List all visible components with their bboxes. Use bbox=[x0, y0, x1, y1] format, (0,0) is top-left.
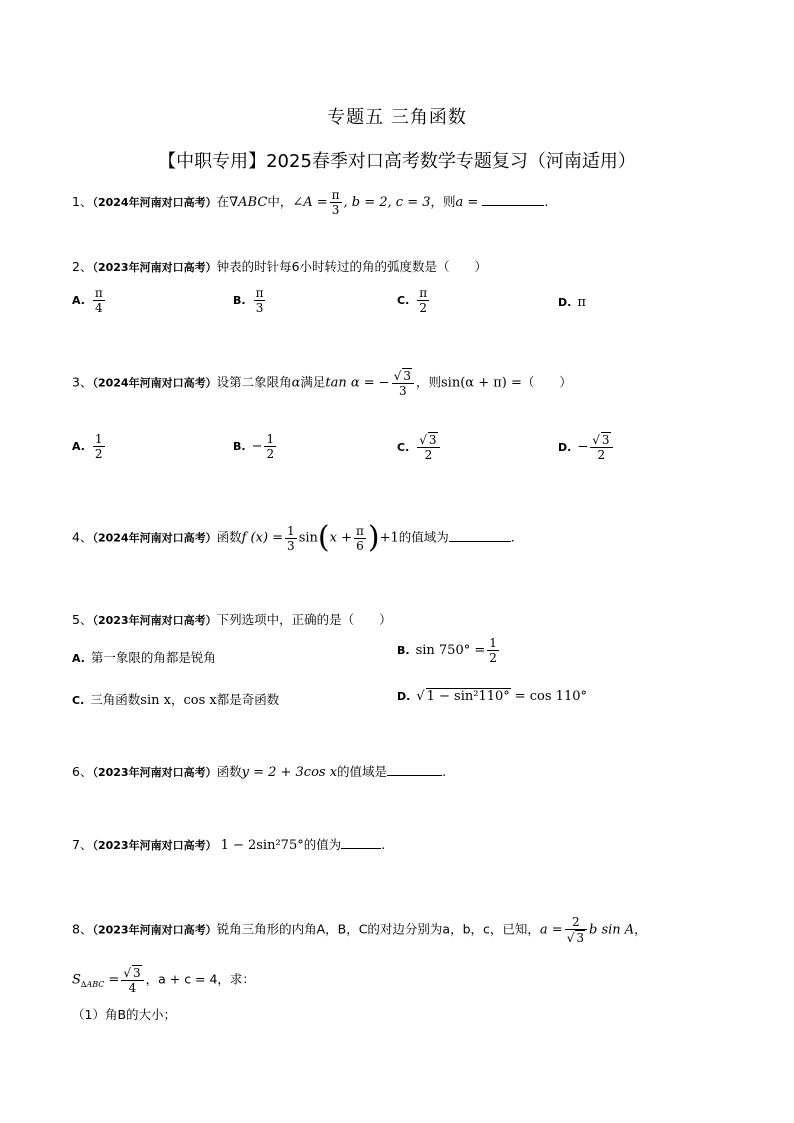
q1-fraction: $\frac{\pi}{3}$ bbox=[331, 188, 340, 217]
q2-option-d-value: π bbox=[577, 295, 586, 310]
q5-option-d-post: = cos 110° bbox=[514, 689, 587, 704]
q2-option-d[interactable] bbox=[558, 294, 586, 310]
q7-source: （2023年河南对口高考） bbox=[92, 839, 217, 852]
q8-area-subscript: ∆ABC bbox=[80, 980, 105, 989]
q5-option-a-text: 第一象限的角都是锐角 bbox=[90, 650, 216, 665]
q1-answer-blank[interactable] bbox=[482, 193, 544, 206]
q4-x: x + bbox=[329, 530, 352, 546]
q6-text-post: 的值域是 bbox=[337, 764, 388, 779]
q1-then: ，则 bbox=[430, 194, 456, 209]
q3-option-b[interactable]: B. − $\frac{1}{2}$ bbox=[233, 432, 275, 461]
q5-option-a-label: A. bbox=[72, 652, 85, 665]
q4-function: f (x) = bbox=[241, 530, 284, 546]
question-2 bbox=[72, 258, 487, 277]
q8-text: 锐角三角形的内角A，B，C的对边分别为a，b，c，已知， bbox=[216, 921, 540, 937]
question-7 bbox=[72, 836, 385, 855]
q1-text-mid: 中， bbox=[267, 194, 293, 209]
q3-option-a[interactable]: A. $\frac{1}{2}$ bbox=[72, 432, 103, 461]
q3-sin: sin(α + π) = bbox=[441, 375, 522, 391]
q3-text-pre: 设第二象限角 bbox=[216, 374, 292, 390]
question-8: 8、（2023年河南对口高考）锐角三角形的内角A，B，C的对边分别为a，b，c，已知，a = $\frac{2}{√ 3}$ b sin A， bbox=[72, 915, 647, 945]
q8-number: 8、 bbox=[72, 921, 93, 937]
triangle-symbol: ∇ bbox=[229, 195, 239, 210]
q2-option-d-label: D. bbox=[558, 296, 572, 309]
page-subtitle: 【中职专用】2025春季对口高考数学专题复习（河南适用） bbox=[158, 151, 636, 172]
q3-source: （2024年河南对口高考） bbox=[92, 376, 217, 390]
question-3 bbox=[72, 368, 572, 398]
q3-text-mid: 满足 bbox=[300, 374, 326, 390]
q2-source: （2023年河南对口高考） bbox=[92, 261, 217, 274]
q2-option-c[interactable]: C. $\frac{\pi}{2}$ bbox=[397, 286, 428, 315]
q5-option-b-expr: sin 750° = bbox=[415, 643, 486, 658]
q2-option-c-label: C. bbox=[397, 294, 410, 307]
q8-line-2: $S_{\Delta ABC}$ = $\frac{√ 3}{4}$ ，a + c = 4，求： bbox=[72, 966, 255, 995]
q3-option-d-label: D. bbox=[558, 440, 572, 454]
q1-angle: ∠A = bbox=[292, 195, 328, 210]
q6-text-pre: 函数 bbox=[216, 764, 242, 779]
q2-option-b[interactable]: B. $\frac{\pi}{3}$ bbox=[233, 286, 264, 315]
q2-option-a[interactable]: A. $\frac{\pi}{4}$ bbox=[72, 286, 103, 315]
q3-option-c-label: C. bbox=[397, 440, 410, 454]
q4-end: . bbox=[510, 529, 515, 545]
q4-sin: sin bbox=[298, 530, 318, 546]
page-title: 专题五 三角函数 bbox=[327, 107, 467, 128]
q5-option-c-label: C. bbox=[72, 694, 85, 707]
q5-source: （2023年河南对口高考） bbox=[92, 614, 217, 627]
q2-text: 钟表的时针每6小时转过的角的弧度数是（ ） bbox=[216, 259, 488, 274]
q6-expression: y = 2 + 3cos x bbox=[241, 765, 338, 780]
q6-answer-blank[interactable] bbox=[387, 763, 442, 776]
q3-option-c[interactable]: C. $\frac{√ 3}{2}$ bbox=[397, 432, 442, 462]
q1-a-eq: a = bbox=[455, 195, 479, 210]
q4-text-pre: 函数 bbox=[216, 529, 242, 545]
q5-option-c-pre: 三角函数 bbox=[90, 692, 141, 707]
q6-source: （2023年河南对口高考） bbox=[92, 766, 217, 779]
q1-source: （2024年河南对口高考） bbox=[92, 196, 217, 209]
q6-number: 6、 bbox=[72, 764, 93, 779]
q4-number: 4、 bbox=[72, 529, 93, 545]
q5-option-c[interactable]: C. 三角函数sin x，cos x都是奇函数 bbox=[72, 692, 280, 708]
q3-option-d[interactable]: D. − $\frac{√ 3}{2}$ bbox=[558, 432, 615, 462]
q6-end: . bbox=[442, 764, 447, 779]
q3-fraction: $\frac{√ 3}{3}$ bbox=[392, 368, 414, 398]
q1-conditions: , b = 2, c = 3 bbox=[343, 195, 431, 210]
q8-bsin: b sin A bbox=[588, 922, 635, 938]
q7-answer-blank[interactable] bbox=[341, 836, 381, 849]
q3-option-a-label: A. bbox=[72, 440, 85, 453]
q4-source: （2024年河南对口高考） bbox=[92, 531, 217, 545]
q5-text: 下列选项中，正确的是（ ） bbox=[216, 612, 392, 627]
q8-source: （2023年河南对口高考） bbox=[92, 923, 217, 937]
q8-a-eq: a = bbox=[539, 922, 563, 938]
question-1 bbox=[72, 188, 548, 217]
q7-end: . bbox=[381, 837, 386, 852]
q1-abc: ABC bbox=[238, 195, 268, 210]
q5-option-c-post: 都是奇函数 bbox=[216, 692, 280, 707]
q3-alpha: α bbox=[291, 375, 301, 391]
q5-option-c-cos: cos x bbox=[183, 693, 217, 708]
q5-option-c-sin: sin x bbox=[140, 693, 171, 708]
q5-option-d[interactable]: D. √ 1 − sin²110° = cos 110° bbox=[397, 689, 587, 704]
q7-number: 7、 bbox=[72, 837, 93, 852]
q2-option-b-label: B. bbox=[233, 294, 246, 307]
q3-option-b-label: B. bbox=[233, 440, 246, 453]
q7-text-post: 的值为 bbox=[303, 837, 342, 852]
question-4: 4、（2024年河南对口高考）函数f (x) = $\frac{1}{3}$ sin(x + $\frac{\pi}{6}$ )+1的值域为 . bbox=[72, 520, 515, 555]
q5-option-a[interactable] bbox=[72, 648, 216, 666]
q5-option-d-label: D. bbox=[397, 690, 411, 703]
q7-expression: 1 − 2sin²75° bbox=[220, 838, 304, 853]
q3-number: 3、 bbox=[72, 374, 93, 390]
q3-then: ，则 bbox=[416, 374, 442, 390]
q1-number: 1、 bbox=[72, 194, 93, 209]
q8-area-symbol: S bbox=[72, 972, 81, 988]
q3-tan: tan α = − bbox=[325, 375, 390, 391]
q4-answer-blank[interactable] bbox=[449, 529, 511, 542]
q1-end: . bbox=[544, 194, 549, 209]
q4-plus1: +1 bbox=[379, 530, 399, 546]
q5-option-d-radicand: 1 − sin²110° bbox=[426, 689, 510, 704]
q5-option-b[interactable]: B. sin 750° = $\frac{1}{2}$ bbox=[397, 636, 497, 665]
question-6 bbox=[72, 763, 446, 782]
q2-option-a-label: A. bbox=[72, 294, 85, 307]
q8-part-1: （1）角B的大小； bbox=[72, 1007, 177, 1022]
q3-paren: （ ） bbox=[521, 374, 572, 390]
question-5 bbox=[72, 611, 392, 630]
q4-text-post: 的值域为 bbox=[398, 529, 449, 545]
q8-condition: ，a + c = 4，求： bbox=[145, 971, 255, 987]
q1-text-pre: 在 bbox=[216, 194, 230, 209]
q5-number: 5、 bbox=[72, 612, 93, 627]
q2-number: 2、 bbox=[72, 259, 93, 274]
q5-option-b-label: B. bbox=[397, 644, 410, 657]
